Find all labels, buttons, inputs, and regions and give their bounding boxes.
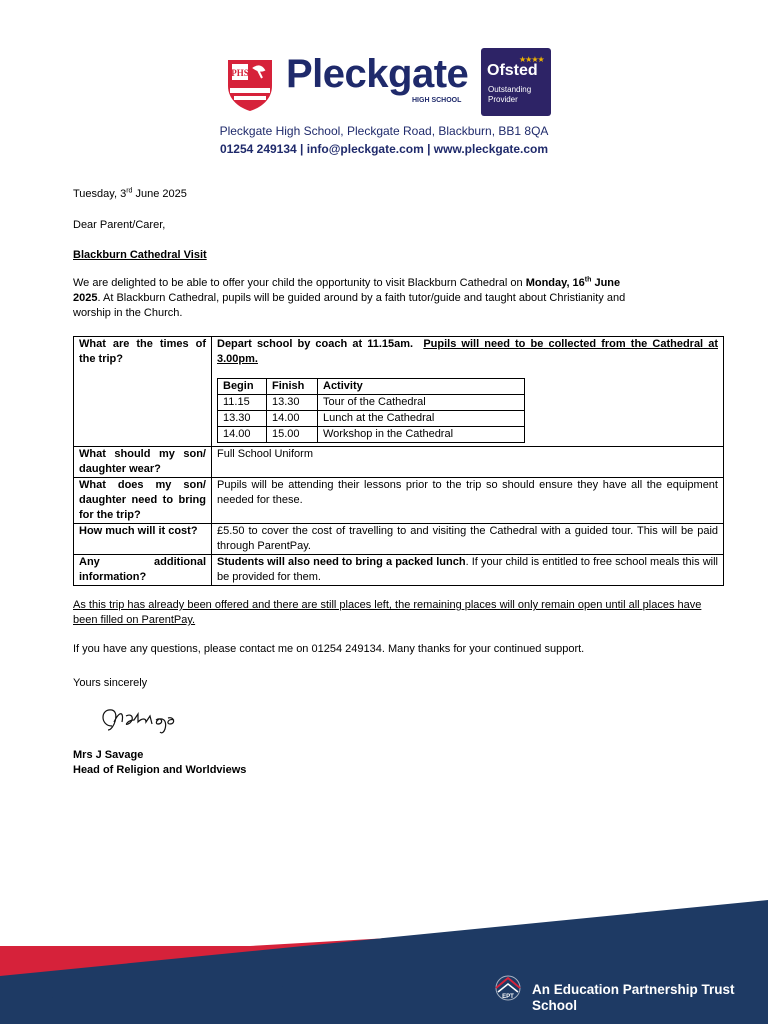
signer-title: Head of Religion and Worldviews: [73, 764, 247, 776]
ofsted-badge: [481, 48, 551, 116]
questions-paragraph: If you have any questions, please contact me on 01254 249134. Many thanks for your continued support.: [73, 643, 585, 655]
schedule-cell: 13.30: [267, 395, 318, 411]
table-row: [74, 447, 724, 478]
table-row: [74, 478, 724, 524]
schedule-cell: 14.00: [267, 411, 318, 427]
answer-info: Students will also need to bring a packed lunch. If your child is entitled to free school meals this will be provided for them.: [212, 555, 724, 586]
question-wear: What should my son/ daughter wear?: [74, 447, 212, 478]
ofsted-stars: ★★★★: [519, 55, 544, 64]
schedule-cell: 11.15: [218, 395, 267, 411]
schedule-header: Finish: [267, 379, 318, 395]
schedule-header-row: [218, 379, 525, 395]
schedule-header: Begin: [218, 379, 267, 395]
trip-info-table: [73, 336, 724, 586]
schedule-cell: 15.00: [267, 427, 318, 443]
letter-date: Tuesday, 3rd June 2025: [73, 187, 187, 200]
answer-bring: Pupils will be attending their lessons prior to the trip so should ensure they have all the equipment needed for these.: [212, 478, 724, 524]
answer-times: Depart school by coach at 11.15am. Pupils will need to be collected from the Cathedral at 3.00pm. Begin Finish Activity 11.15 13.30 Tour of the Cathedral 13.30 14.00 Lunch at the Cathedral 14.00 15.00 Workshop in the Cathedral: [212, 337, 724, 447]
closing: Yours sincerely: [73, 677, 148, 689]
schedule-table: [217, 378, 525, 443]
schedule-cell: 14.00: [218, 427, 267, 443]
crest-initials: PHS: [231, 68, 249, 78]
school-crest-logo: [222, 56, 278, 112]
schedule-cell: Lunch at the Cathedral: [318, 411, 525, 427]
schedule-cell: 13.30: [218, 411, 267, 427]
question-bring: What does my son/ daughter need to bring for the trip?: [74, 478, 212, 524]
signer-name: Mrs J Savage: [73, 749, 144, 761]
school-address: Pleckgate High School, Pleckgate Road, Blackburn, BB1 8QA: [219, 124, 549, 138]
question-info: Any additional information?: [74, 555, 212, 586]
school-contact: 01254 249134 | info@pleckgate.com | www.pleckgate.com: [219, 142, 549, 156]
schedule-row: [218, 427, 525, 443]
schedule-row: [218, 411, 525, 427]
signature-image: [98, 702, 188, 738]
table-row: [74, 555, 724, 586]
school-name: Pleckgate: [286, 52, 469, 96]
schedule-cell: Tour of the Cathedral: [318, 395, 525, 411]
ept-badge-text: EPT: [502, 994, 514, 1000]
intro-paragraph: We are delighted to be able to offer your child the opportunity to visit Blackburn Cathedral on Monday, 16th June 2025. At Blackburn Cathedral, pupils will be guided around by a faith tutor/guide and taught about Christianity and worship in the Church.: [73, 276, 626, 319]
schedule-row: [218, 395, 525, 411]
ofsted-title: Ofsted: [487, 62, 538, 79]
ept-tagline: An Education Partnership Trust School: [532, 982, 735, 1013]
ofsted-outstanding: Outstanding: [488, 85, 532, 94]
salutation: Dear Parent/Carer,: [73, 219, 166, 231]
answer-wear: Full School Uniform: [212, 447, 724, 478]
answer-cost: £5.50 to cover the cost of travelling to and visiting the Cathedral with a guided tour. This will be paid through ParentPay.: [212, 524, 724, 555]
ofsted-provider: Provider: [488, 95, 518, 104]
question-cost: How much will it cost?: [74, 524, 212, 555]
schedule-cell: Workshop in the Cathedral: [318, 427, 525, 443]
schedule-header: Activity: [318, 379, 525, 395]
letter-subject: Blackburn Cathedral Visit: [73, 249, 207, 261]
table-row: [74, 524, 724, 555]
school-subtitle: HIGH SCHOOL: [412, 97, 462, 104]
ept-logo-icon: [492, 972, 524, 1004]
places-notice: As this trip has already been offered and there are still places left, the remaining places will only remain open until all places have been filled on ParentPay.: [73, 599, 702, 626]
table-row: [74, 337, 724, 447]
question-times: What are the times of the trip?: [74, 337, 212, 447]
